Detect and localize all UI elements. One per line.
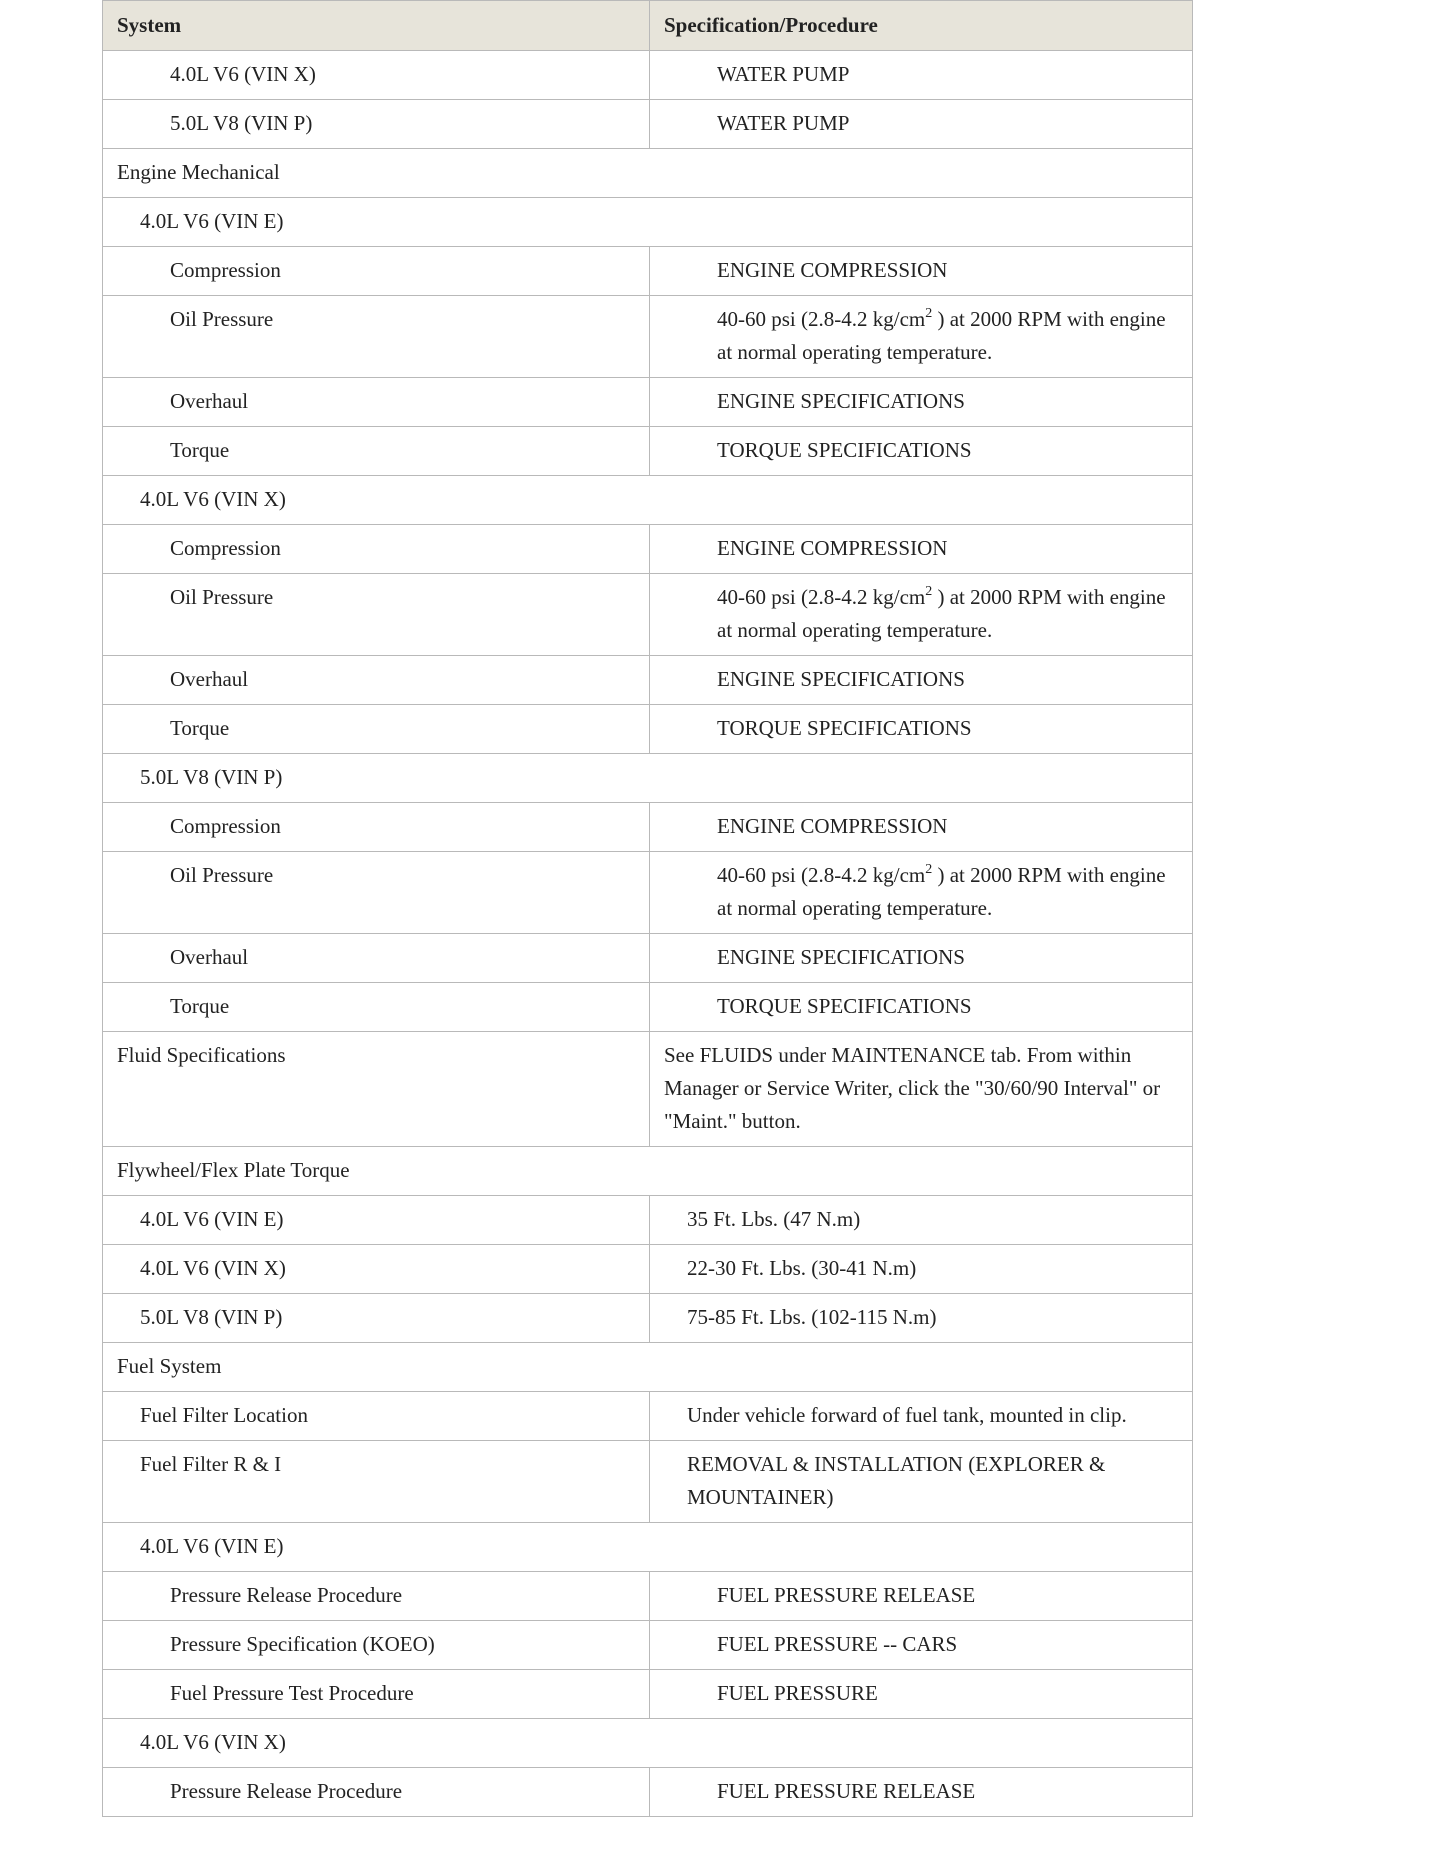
specification-text-continued: ) at 2000 RPM with engine at normal operating temperature. <box>717 863 1166 920</box>
specification-cell: WATER PUMP <box>650 100 1193 149</box>
specification-cell: REMOVAL & INSTALLATION (EXPLORER & MOUNTAINER) <box>650 1441 1193 1523</box>
specification-cell: TORQUE SPECIFICATIONS <box>650 427 1193 476</box>
table-section-row <box>103 1719 1193 1768</box>
table-section-row <box>103 476 1193 525</box>
header-system: System <box>103 1 650 51</box>
table-row <box>103 1670 1193 1719</box>
specification-text-continued: ) at 2000 RPM with engine at normal operating temperature. <box>717 307 1166 364</box>
specification-table <box>102 0 1193 1817</box>
section-heading: 4.0L V6 (VIN E) <box>103 198 1193 247</box>
system-cell: Overhaul <box>103 378 650 427</box>
system-cell: 5.0L V8 (VIN P) <box>103 100 650 149</box>
table-body <box>103 51 1193 1817</box>
system-cell: Fluid Specifications <box>103 1032 650 1147</box>
specification-cell: ENGINE SPECIFICATIONS <box>650 378 1193 427</box>
section-heading: 4.0L V6 (VIN E) <box>103 1523 1193 1572</box>
table-row <box>103 574 1193 656</box>
system-cell: Overhaul <box>103 656 650 705</box>
table-row <box>103 656 1193 705</box>
table-row <box>103 1621 1193 1670</box>
table-row <box>103 983 1193 1032</box>
table-row <box>103 100 1193 149</box>
system-cell: Oil Pressure <box>103 296 650 378</box>
system-cell: 4.0L V6 (VIN X) <box>103 51 650 100</box>
table-row <box>103 378 1193 427</box>
table-section-row <box>103 198 1193 247</box>
specification-cell <box>650 852 1193 934</box>
table-row <box>103 1294 1193 1343</box>
specification-cell: FUEL PRESSURE <box>650 1670 1193 1719</box>
system-cell: Torque <box>103 705 650 754</box>
specification-cell: TORQUE SPECIFICATIONS <box>650 983 1193 1032</box>
table-row <box>103 525 1193 574</box>
system-cell: Pressure Specification (KOEO) <box>103 1621 650 1670</box>
header-specification: Specification/Procedure <box>650 1 1193 51</box>
specification-cell: See FLUIDS under MAINTENANCE tab. From within Manager or Service Writer, click the "30/60/90 Interval" or "Maint." button. <box>650 1032 1193 1147</box>
specification-cell: TORQUE SPECIFICATIONS <box>650 705 1193 754</box>
system-cell: Torque <box>103 427 650 476</box>
specification-text: 40-60 psi (2.8-4.2 kg/cm <box>717 585 926 609</box>
specification-cell: ENGINE COMPRESSION <box>650 247 1193 296</box>
specification-cell <box>650 296 1193 378</box>
section-heading: Engine Mechanical <box>103 149 1193 198</box>
table-row <box>103 247 1193 296</box>
table-header <box>103 1 1193 51</box>
specification-cell: 22-30 Ft. Lbs. (30-41 N.m) <box>650 1245 1193 1294</box>
system-cell: Fuel Pressure Test Procedure <box>103 1670 650 1719</box>
table-section-row <box>103 1147 1193 1196</box>
table-section-row <box>103 149 1193 198</box>
table-row <box>103 427 1193 476</box>
table-row <box>103 296 1193 378</box>
table-row <box>103 705 1193 754</box>
system-cell: Compression <box>103 803 650 852</box>
system-cell: Fuel Filter Location <box>103 1392 650 1441</box>
specification-cell: Under vehicle forward of fuel tank, mounted in clip. <box>650 1392 1193 1441</box>
specification-cell: FUEL PRESSURE RELEASE <box>650 1572 1193 1621</box>
table-row <box>103 803 1193 852</box>
table-row <box>103 1196 1193 1245</box>
section-heading: 4.0L V6 (VIN X) <box>103 1719 1193 1768</box>
squared-superscript: 2 <box>925 862 933 877</box>
specification-text: 40-60 psi (2.8-4.2 kg/cm <box>717 863 926 887</box>
section-heading: Fuel System <box>103 1343 1193 1392</box>
table-section-row <box>103 1343 1193 1392</box>
specification-cell: ENGINE SPECIFICATIONS <box>650 656 1193 705</box>
squared-superscript: 2 <box>925 306 933 321</box>
specification-cell: ENGINE COMPRESSION <box>650 803 1193 852</box>
system-cell: 5.0L V8 (VIN P) <box>103 1294 650 1343</box>
system-cell: Compression <box>103 247 650 296</box>
specification-cell: FUEL PRESSURE -- CARS <box>650 1621 1193 1670</box>
system-cell: Torque <box>103 983 650 1032</box>
system-cell: Compression <box>103 525 650 574</box>
system-cell: Pressure Release Procedure <box>103 1768 650 1817</box>
table-row <box>103 852 1193 934</box>
header-row <box>103 1 1193 51</box>
specification-cell: 35 Ft. Lbs. (47 N.m) <box>650 1196 1193 1245</box>
specification-cell: ENGINE SPECIFICATIONS <box>650 934 1193 983</box>
table-row <box>103 1032 1193 1147</box>
system-cell: Pressure Release Procedure <box>103 1572 650 1621</box>
table-section-row <box>103 1523 1193 1572</box>
specification-text: 40-60 psi (2.8-4.2 kg/cm <box>717 307 926 331</box>
table-row <box>103 1392 1193 1441</box>
system-cell: Oil Pressure <box>103 852 650 934</box>
table-row <box>103 1441 1193 1523</box>
table-row <box>103 934 1193 983</box>
system-cell: Fuel Filter R & I <box>103 1441 650 1523</box>
specification-cell: WATER PUMP <box>650 51 1193 100</box>
table-row <box>103 1572 1193 1621</box>
system-cell: 4.0L V6 (VIN E) <box>103 1196 650 1245</box>
system-cell: 4.0L V6 (VIN X) <box>103 1245 650 1294</box>
table-section-row <box>103 754 1193 803</box>
specification-cell: 75-85 Ft. Lbs. (102-115 N.m) <box>650 1294 1193 1343</box>
system-cell: Overhaul <box>103 934 650 983</box>
table-row <box>103 1768 1193 1817</box>
specification-cell <box>650 574 1193 656</box>
table-row <box>103 51 1193 100</box>
specification-cell: ENGINE COMPRESSION <box>650 525 1193 574</box>
table-row <box>103 1245 1193 1294</box>
section-heading: 5.0L V8 (VIN P) <box>103 754 1193 803</box>
specification-text-continued: ) at 2000 RPM with engine at normal operating temperature. <box>717 585 1166 642</box>
section-heading: Flywheel/Flex Plate Torque <box>103 1147 1193 1196</box>
section-heading: 4.0L V6 (VIN X) <box>103 476 1193 525</box>
system-cell: Oil Pressure <box>103 574 650 656</box>
squared-superscript: 2 <box>925 584 933 599</box>
specification-cell: FUEL PRESSURE RELEASE <box>650 1768 1193 1817</box>
